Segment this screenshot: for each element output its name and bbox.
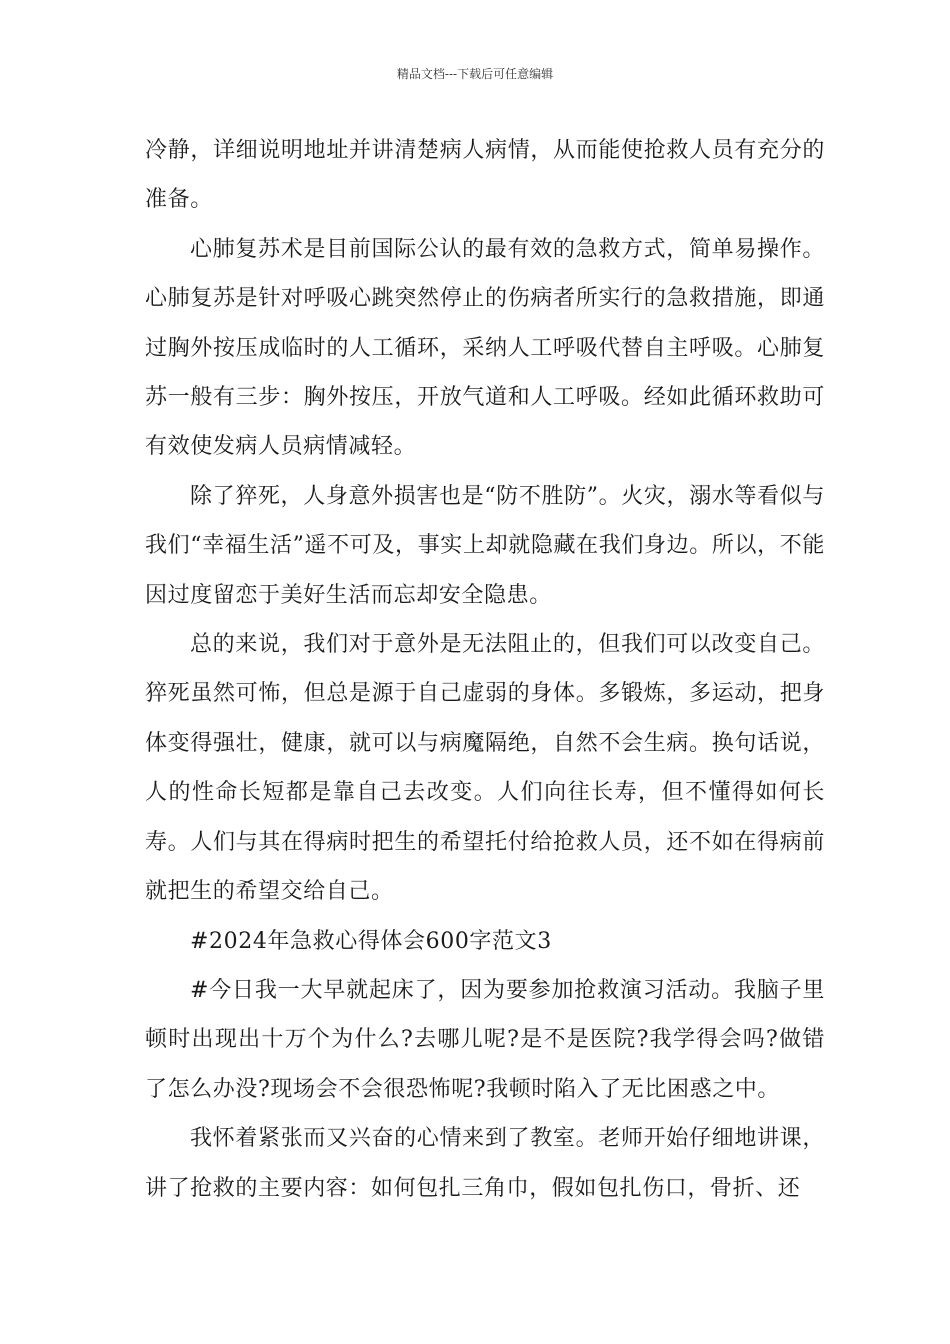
paragraph-6: 我怀着紧张而又兴奋的心情来到了教室。老师开始仔细地讲课，讲了抢救的主要内容：如何包扎三角巾，假如包扎伤口，骨折、还 [145,1126,825,1201]
paragraph-3: 除了猝死，人身意外损害也是“防不胜防”。火灾，溺水等看似与我们“幸福生活”遥不可及，事实上却就隐藏在我们身边。所以，不能因过度留恋于美好生活而忘却安全隐患。 [145,483,825,608]
paragraph-4: 总的来说，我们对于意外是无法阻止的，但我们可以改变自己。猝死虽然可怖，但总是源于自己虚弱的身体。多锻炼，多运动，把身体变得强壮，健康，就可以与病魔隔绝，自然不会生病。换句话说，人的性命长短都是靠自己去改变。人们向往长寿，但不懂得如何长寿。人们与其在得病时把生的希望托付给抢救人员，还不如在得病前就把生的希望交给自己。 [145,632,825,905]
document-body [145,126,825,1213]
paragraph-1: 冷静，详细说明地址并讲清楚病人病情，从而能使抢救人员有充分的准备。 [145,138,825,213]
paragraph-2: 心肺复苏术是目前国际公认的最有效的急救方式，简单易操作。心肺复苏是针对呼吸心跳突然停止的伤病者所实行的急救措施，即通过胸外按压成临时的人工循环，采纳人工呼吸代替自主呼吸。心肺复苏一般有三步：胸外按压，开放气道和人工呼吸。经如此循环救助可有效使发病人员病情减轻。 [145,236,825,460]
section-heading: #2024年急救心得体会600字范文3 [190,928,552,954]
paragraph-5: #今日我一大早就起床了，因为要参加抢救演习活动。我脑子里顿时出现出十万个为什么?去哪儿呢?是不是医院?我学得会吗?做错了怎么办没?现场会不会很恐怖呢?我顿时陷入了无比困惑之中。 [145,977,825,1102]
page-header: 精品文档---下载后可任意编辑 [396,67,554,81]
